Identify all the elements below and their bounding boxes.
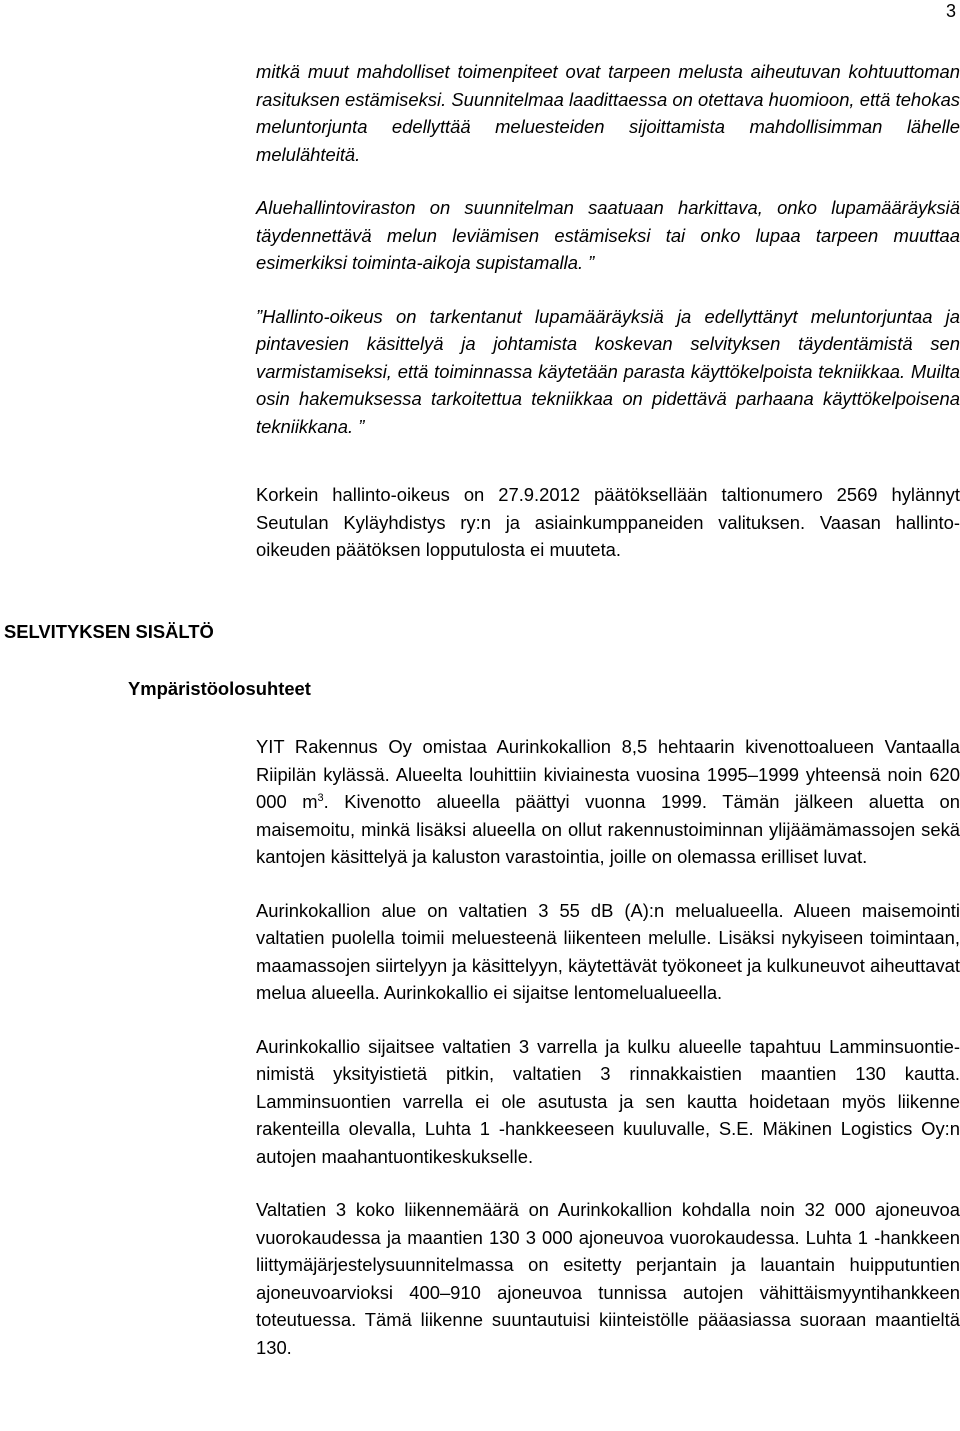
quote-paragraph: mitkä muut mahdolliset toimenpiteet ovat tarpeen melusta aiheutuvan kohtuuttoman rasituksen estämiseksi. Suunnitelmaa laadittaessa on otettava huomioon, että tehokas meluntorjunta edellyttää meluesteiden sijoittamista mahdollisimman lähelle melulähteitä. — [256, 61, 960, 165]
decision-paragraph: Korkein hallinto-oikeus on 27.9.2012 päätöksellään taltionumero 2569 hylännyt Seutulan Kyläyhdistys ry:n ja asiainkumppaneiden valituksen. Vaasan hallinto-oikeuden päätöksen lopputulosta ei muuteta. — [256, 484, 960, 560]
environment-paragraph: Aurinkokallion alue on valtatien 3 55 dB (A):n melualueella. Alueen maisemointi valtatien puolella toimii meluesteenä liikenteen melulle. Lisäksi nykyiseen toimintaan, maamassojen siirtelyyn ja käsittelyyn, käytettävät työkoneet ja kulkuneuvot aiheuttavat melua alueella. Aurinkokallio ei sijaitse lentomelualueella. — [256, 899, 960, 1003]
decision-text-block — [256, 481, 960, 564]
environment-paragraph-text: YIT Rakennus Oy omistaa Aurinkokallion 8,5 hehtaarin kivenottoalueen Vantaalla Riipilän kylässä. Alueelta louhittiin kiviainesta vuosina 1995–1999 yhteensä noin 620 000 m — [256, 736, 960, 812]
environment-paragraph — [256, 733, 960, 871]
quote-paragraph: Aluehallintoviraston on suunnitelman saatuaan harkittava, onko lupamääräyksiä täydennettävä melun leviämisen estämiseksi tai onko lupaa tarpeen muuttaa esimerkiksi toiminta-aikoja supistamalla. ” — [256, 197, 960, 273]
environment-text-block — [256, 733, 960, 1361]
page-number: 3 — [945, 1, 956, 21]
subsection-heading: Ympäristöolosuhteet — [128, 678, 311, 699]
quote-paragraph: ”Hallinto-oikeus on tarkentanut lupamääräyksiä ja edellyttänyt meluntorjuntaa ja pintavesien käsittelyä ja johtamista koskevan selvityksen täydentämistä sen varmistamiseksi, että toiminnassa käytetään parasta käyttökelpoista tekniikkaa. Muilta osin hakemuksessa tarkoitettua tekniikkaa on pidettävä parhaana käyttökelpoisena tekniikkana. ” — [256, 305, 960, 437]
environment-paragraph-text: . Kivenotto alueella päättyi vuonna 1999. Tämän jälkeen aluetta on maisemoitu, minkä lisäksi alueella on ollut rakennustoiminnan ylijäämämassojen sekä kantojen käsittelyä ja kaluston varastointia, joille on olemassa erilliset luvat. — [256, 791, 960, 867]
environment-paragraph: Valtatien 3 koko liikennemäärä on Aurinkokallion kohdalla noin 32 000 ajoneuvoa vuorokaudessa ja maantien 130 3 000 ajoneuvoa vuorokaudessa. Luhta 1 -hankkeen liittymäjärjestelysuunnitelmassa on esitetty perjantain ja lauantain huipputuntien ajoneuvoarvioksi 400–910 ajoneuvoa tunnissa autojen vähittäismyyntihankkeen toteutuessa. Tämä liikenne suuntautuisi kiinteistölle pääasiassa suoraan maantieltä 130. — [256, 1199, 960, 1358]
section-heading: SELVITYKSEN SISÄLTÖ — [4, 621, 214, 642]
quoted-text-block — [256, 58, 960, 440]
environment-paragraph: Aurinkokallio sijaitsee valtatien 3 varrella ja kulku alueelle tapahtuu Lamminsuontie-nimistä yksityistietä pitkin, valtatien 3 rinnakkaistien maantien 130 kautta. Lamminsuontien varrella ei ole asutusta ja sen kautta hoidetaan myös liikenne rakenteilla olevalla, Luhta 1 -hankkeeseen kuuluvalle, S.E. Mäkinen Logistics Oy:n autojen maahantuontikeskukselle. — [256, 1035, 960, 1167]
superscript-exponent: 3 — [317, 791, 324, 804]
